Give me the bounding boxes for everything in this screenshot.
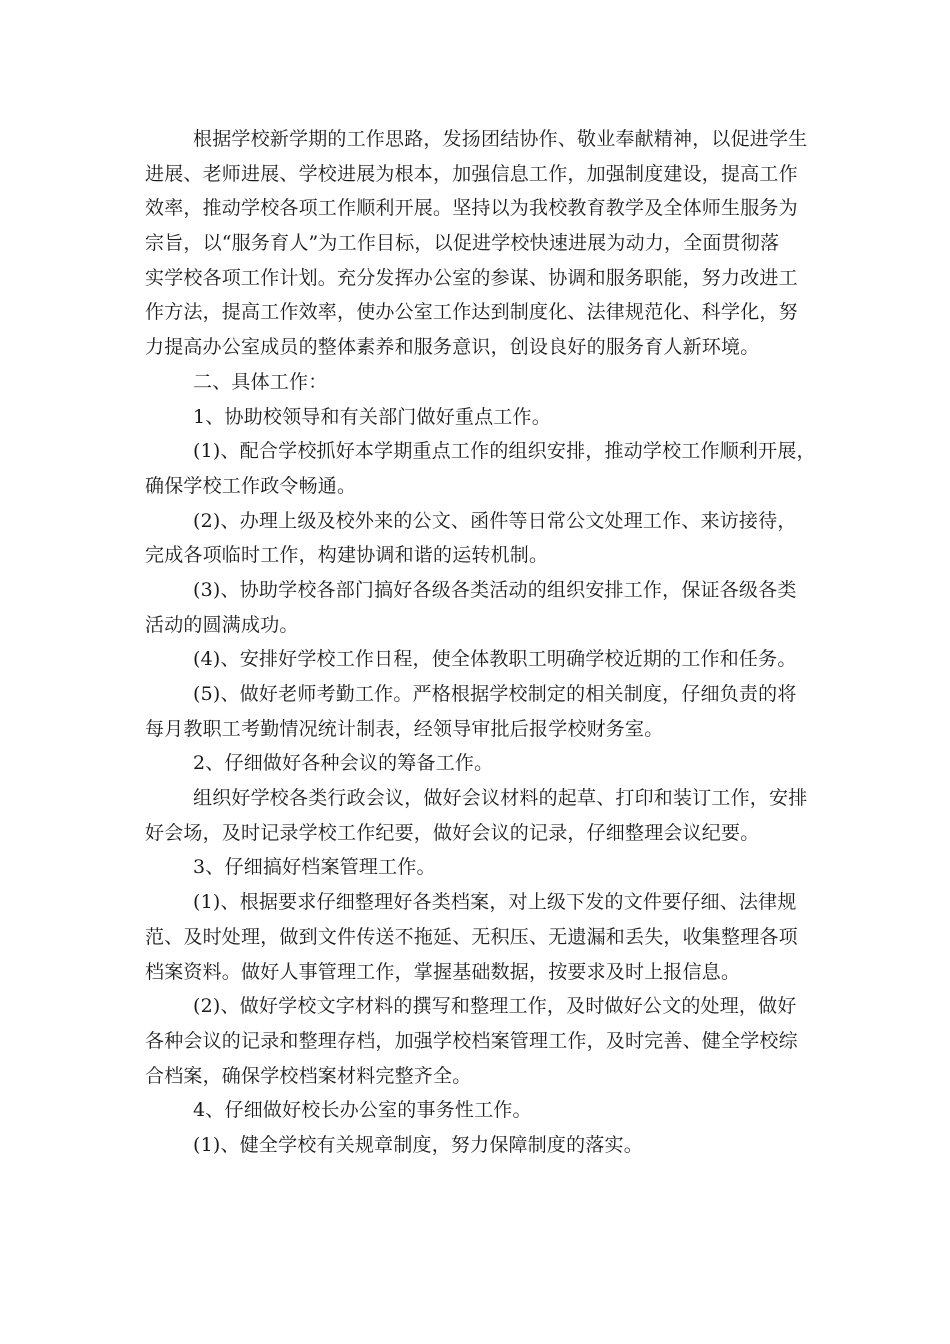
sub-item-line: 各种会议的记录和整理存档，加强学校档案管理工作，及时完善、健全学校综	[145, 1029, 798, 1052]
sub-item-line: 活动的圆满成功。	[145, 613, 299, 636]
sub-item-line: (1)、配合学校抓好本学期重点工作的组织安排，推动学校工作顺利开展，	[193, 440, 816, 463]
sub-item-line: (3)、协助学校各部门搞好各级各类活动的组织安排工作，保证各级各类	[193, 578, 797, 601]
sub-item-line: (1)、健全学校有关规章制度，努力保障制度的落实。	[193, 1133, 643, 1156]
paragraph-intro-line: 力提高办公室成员的整体素养和服务意识，创设良好的服务育人新环境。	[145, 336, 760, 359]
sub-item-line: (5)、做好老师考勤工作。严格根据学校制定的相关制度，仔细负责的将	[193, 683, 797, 705]
paragraph-intro-line: 实学校各项工作计划。充分发挥办公室的参谋、协调和服务职能，努力改进工	[145, 266, 798, 289]
paragraph-intro-line: 宗旨，以“服务育人”为工作目标，以促进学校快速进展为动力，全面贯彻落	[145, 232, 780, 255]
sub-item-line: (4)、安排好学校工作日程，使全体教职工明确学校近期的工作和任务。	[193, 648, 797, 671]
sub-item-line: (1)、根据要求仔细整理好各类档案，对上级下发的文件要仔细、法律规	[193, 891, 797, 914]
sub-item-line: 确保学校工作政令畅通。	[145, 474, 357, 497]
sub-item-line: 合档案，确保学校档案材料完整齐全。	[145, 1064, 472, 1087]
paragraph-intro-line: 进展、老师进展、学校进展为根本，加强信息工作，加强制度建设，提高工作	[145, 162, 798, 185]
paragraph-intro-line: 效率，推动学校各项工作顺利开展。坚持以为我校教育教学及全体师生服务为	[145, 197, 798, 220]
item-heading: 1、协助校领导和有关部门做好重点工作。	[193, 405, 551, 428]
paragraph-line: 组织好学校各类行政会议，做好会议材料的起草、打印和装订工作，安排	[193, 787, 808, 810]
sub-item-line: 范、及时处理，做到文件传送不拖延、无积压、无遗漏和丢失，收集整理各项	[145, 925, 798, 948]
sub-item-line: (2)、办理上级及校外来的公文、函件等日常公文处理工作、来访接待，	[193, 509, 797, 532]
sub-item-line: 档案资料。做好人事管理工作，掌握基础数据，按要求及时上报信息。	[145, 960, 741, 983]
paragraph-line: 好会场，及时记录学校工作纪要，做好会议的记录，仔细整理会议纪要。	[145, 821, 760, 844]
item-heading: 2、仔细做好各种会议的筹备工作。	[193, 752, 494, 775]
paragraph-intro-line: 作方法，提高工作效率，使办公室工作达到制度化、法律规范化、科学化，努	[145, 301, 798, 324]
sub-item-line: (2)、做好学校文字材料的撰写和整理工作，及时做好公文的处理，做好	[193, 995, 797, 1018]
sub-item-line: 完成各项临时工作，构建协调和谐的运转机制。	[145, 544, 549, 567]
paragraph-intro-line: 根据学校新学期的工作思路，发扬团结协作、敬业奉献精神，以促进学生	[193, 128, 808, 150]
item-heading: 4、仔细做好校长办公室的事务性工作。	[193, 1099, 532, 1122]
sub-item-line: 每月教职工考勤情况统计制表，经领导审批后报学校财务室。	[145, 717, 664, 740]
document-body	[145, 122, 816, 1163]
section-heading: 二、具体工作：	[193, 370, 328, 393]
item-heading: 3、仔细搞好档案管理工作。	[193, 856, 436, 879]
